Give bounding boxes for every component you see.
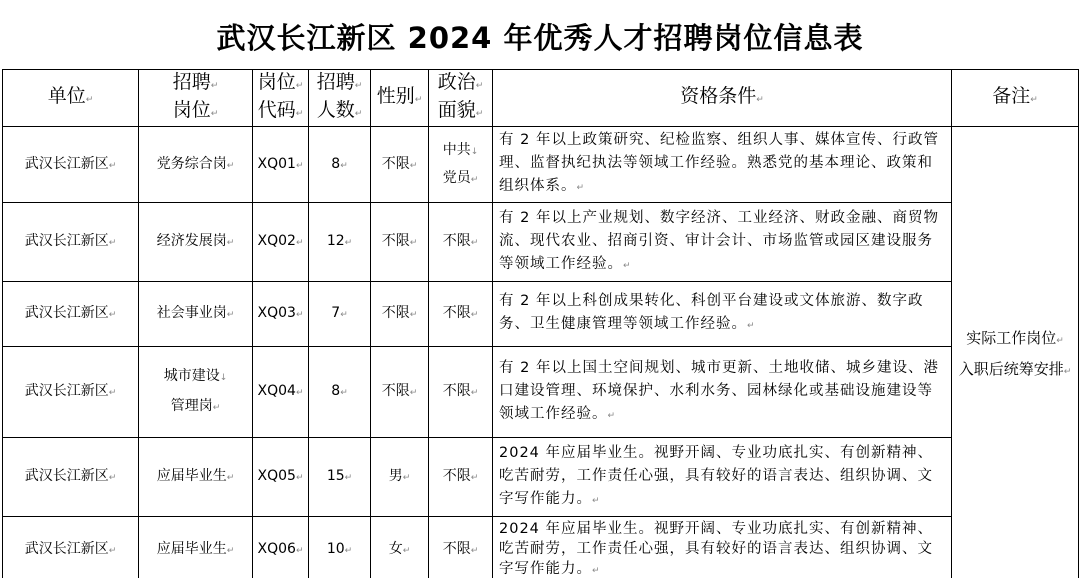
cell-gender: 不限↵ [371, 282, 429, 347]
cell-unit: 武汉长江新区↵ [3, 127, 139, 203]
cell-count: 8↵ [309, 127, 371, 203]
header-position: 招聘↵ 岗位↵ [139, 70, 253, 127]
cell-unit: 武汉长江新区↵ [3, 282, 139, 347]
header-gender: 性别↵ [371, 70, 429, 127]
header-row [3, 70, 1079, 127]
cell-position: 社会事业岗↵ [139, 282, 253, 347]
header-unit: 单位↵ [3, 70, 139, 127]
table-row [3, 347, 1079, 438]
cell-code: XQ06↵ [253, 517, 309, 578]
cell-gender: 不限↵ [371, 347, 429, 438]
cell-position: 应届毕业生↵ [139, 438, 253, 517]
cell-political: 不限↵ [429, 282, 493, 347]
cell-qualification: 有 2 年以上政策研究、纪检监察、组织人事、媒体宣传、行政管理、监督执纪执法等领域工作经验。熟悉党的基本理论、政策和组织体系。↵ [493, 127, 952, 203]
cell-count: 10↵ [309, 517, 371, 578]
header-qualification: 资格条件↵ [493, 70, 952, 127]
table-row [3, 517, 1079, 578]
cell-unit: 武汉长江新区↵ [3, 347, 139, 438]
cell-qualification: 有 2 年以上国土空间规划、城市更新、土地收储、城乡建设、港口建设管理、环境保护、水利水务、园林绿化或基础设施建设等领域工作经验。↵ [493, 347, 952, 438]
cell-qualification: 2024 年应届毕业生。视野开阔、专业功底扎实、有创新精神、吃苦耐劳，工作责任心强，具有较好的语言表达、组织协调、文字写作能力。↵ [493, 517, 952, 578]
cell-code: XQ01↵ [253, 127, 309, 203]
cell-political: 中共↓ 党员↵ [429, 127, 493, 203]
cell-code: XQ04↵ [253, 347, 309, 438]
cell-gender: 男↵ [371, 438, 429, 517]
cell-political: 不限↵ [429, 438, 493, 517]
cell-qualification: 有 2 年以上产业规划、数字经济、工业经济、财政金融、商贸物流、现代农业、招商引资、审计会计、市场监管或园区建设服务等领域工作经验。↵ [493, 203, 952, 282]
cell-position: 城市建设↓ 管理岗↵ [139, 347, 253, 438]
cell-code: XQ03↵ [253, 282, 309, 347]
table-row [3, 438, 1079, 517]
cell-count: 8↵ [309, 347, 371, 438]
cell-remark: 实际工作岗位↵ 入职后统筹安排↵ [952, 127, 1079, 578]
cell-code: XQ05↵ [253, 438, 309, 517]
cell-qualification: 2024 年应届毕业生。视野开阔、专业功底扎实、有创新精神、吃苦耐劳，工作责任心强，具有较好的语言表达、组织协调、文字写作能力。↵ [493, 438, 952, 517]
cell-count: 15↵ [309, 438, 371, 517]
cell-unit: 武汉长江新区↵ [3, 517, 139, 578]
table-row [3, 282, 1079, 347]
cell-political: 不限↵ [429, 203, 493, 282]
header-remark: 备注↵ [952, 70, 1079, 127]
cell-count: 12↵ [309, 203, 371, 282]
cell-code: XQ02↵ [253, 203, 309, 282]
recruitment-table [2, 69, 1079, 578]
table-row [3, 127, 1079, 203]
cell-qualification: 有 2 年以上科创成果转化、科创平台建设或文体旅游、数字政务、卫生健康管理等领域工作经验。↵ [493, 282, 952, 347]
cell-unit: 武汉长江新区↵ [3, 203, 139, 282]
cell-count: 7↵ [309, 282, 371, 347]
cell-political: 不限↵ [429, 517, 493, 578]
header-count: 招聘↵ 人数↵ [309, 70, 371, 127]
header-political: 政治↵ 面貌↵ [429, 70, 493, 127]
cell-political: 不限↵ [429, 347, 493, 438]
cell-gender: 不限↵ [371, 127, 429, 203]
cell-position: 应届毕业生↵ [139, 517, 253, 578]
header-code: 岗位↵ 代码↵ [253, 70, 309, 127]
cell-gender: 不限↵ [371, 203, 429, 282]
cell-gender: 女↵ [371, 517, 429, 578]
cell-position: 经济发展岗↵ [139, 203, 253, 282]
cell-unit: 武汉长江新区↵ [3, 438, 139, 517]
cell-position: 党务综合岗↵ [139, 127, 253, 203]
document-title: 武汉长江新区 2024 年优秀人才招聘岗位信息表 [216, 21, 864, 55]
table-row [3, 203, 1079, 282]
